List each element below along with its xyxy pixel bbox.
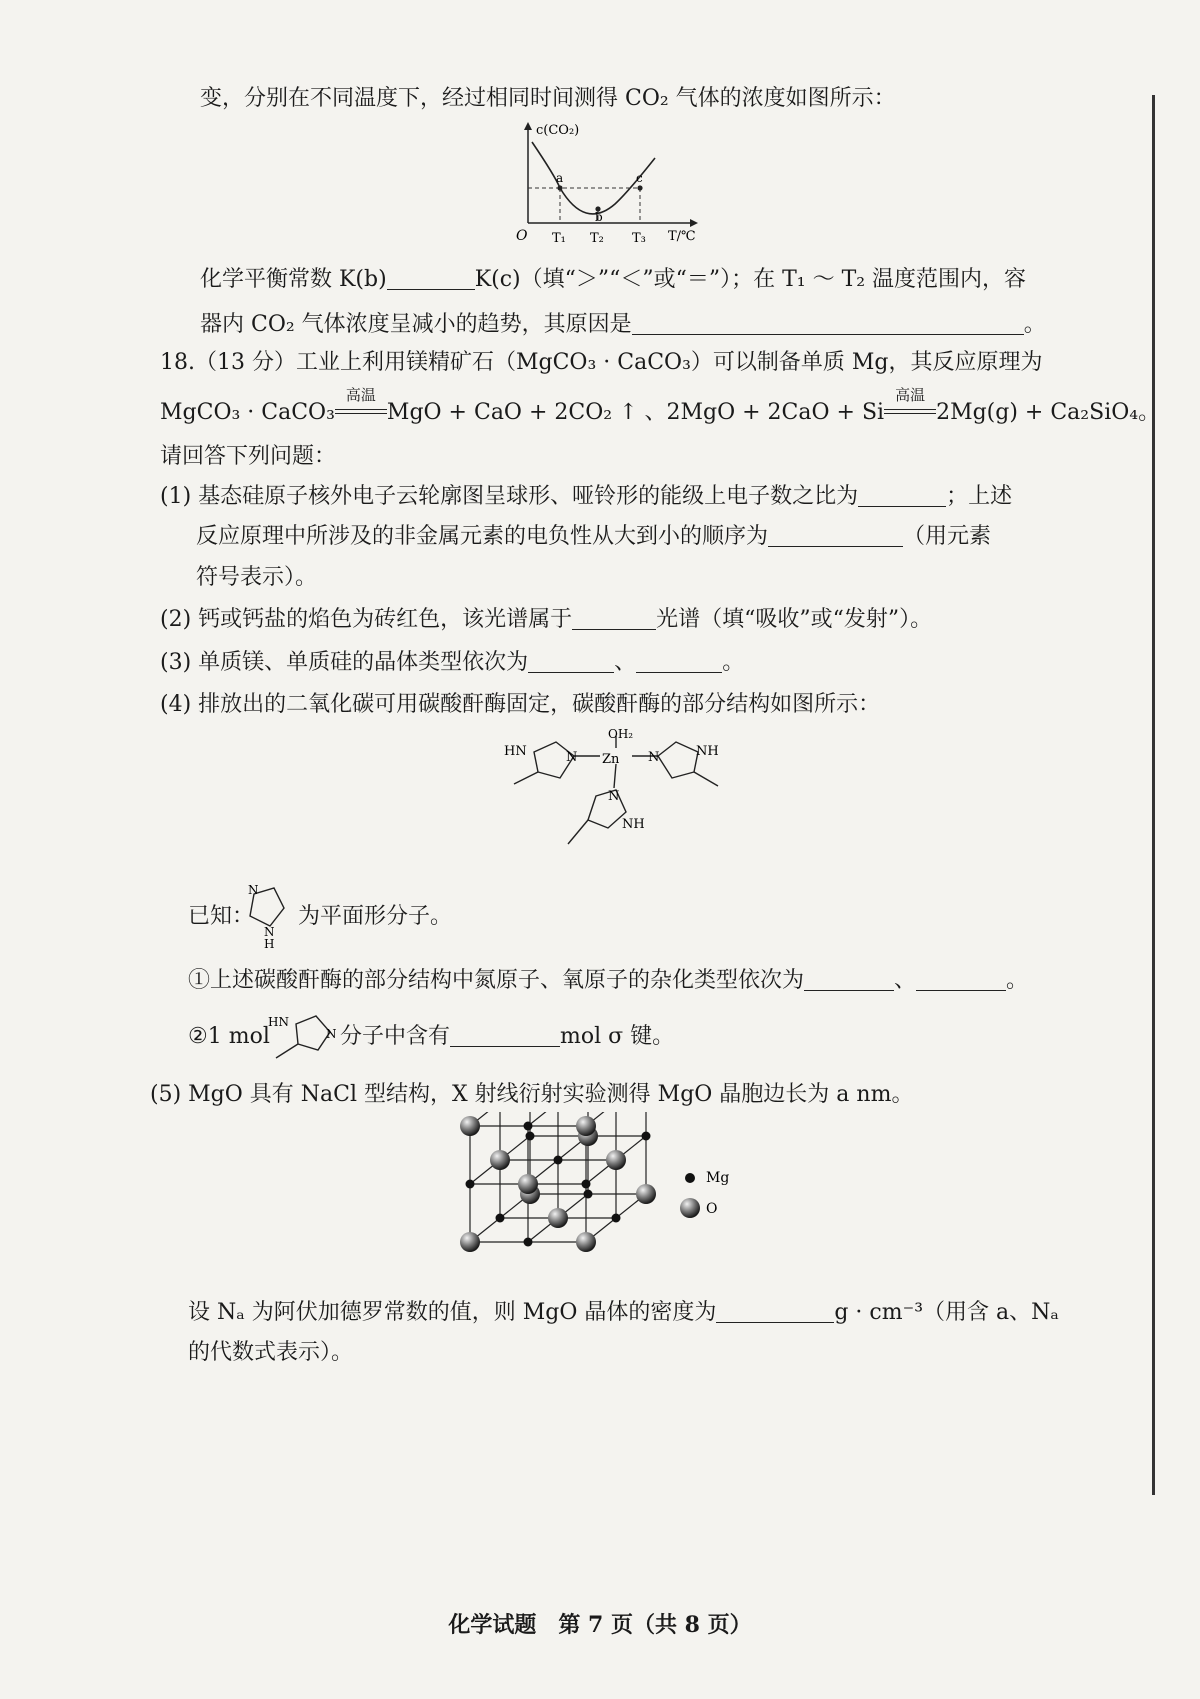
magnesium-atom	[554, 1156, 563, 1165]
svg-text:H: H	[264, 937, 275, 950]
q4-sub2-a: ②1 mol	[188, 1024, 270, 1049]
svg-text:N: N	[248, 883, 259, 897]
q3-line: (3) 单质镁、单质硅的晶体类型依次为 、 。	[160, 650, 745, 675]
answer-blank[interactable]	[916, 968, 1006, 991]
magnesium-atom	[612, 1214, 621, 1223]
magnesium-atom	[526, 1132, 535, 1141]
answer-blank[interactable]	[528, 650, 614, 673]
magnesium-atom	[496, 1214, 505, 1223]
svg-text:N: N	[326, 1027, 337, 1041]
page-footer: 化学试题 第 7 页（共 8 页）	[448, 1612, 752, 1638]
margin-line	[1152, 95, 1155, 1495]
answer-blank[interactable]	[387, 267, 475, 290]
answer-blank[interactable]	[632, 312, 1024, 335]
svg-text:NH: NH	[622, 817, 645, 832]
q5-line3: 的代数式表示）。	[188, 1340, 354, 1365]
enzyme-structure-diagram	[490, 728, 750, 868]
q17-line2: 器内 CO₂ 气体浓度呈减小的趋势，其原因是 。	[200, 312, 1046, 337]
svg-text:N: N	[566, 750, 578, 765]
co2-temperature-graph	[500, 118, 700, 253]
zinc-label: Zn	[602, 752, 620, 767]
tick-t1: T₁	[552, 231, 566, 246]
reaction-equations: MgCO₃ · CaCO₃ 高温 MgO + CaO + 2CO₂ ↑ 、2MgO + 2CaO + Si 高温 2Mg(g) + Ca₂SiO₄。	[160, 398, 1160, 428]
mgo-crystal-lattice	[450, 1112, 760, 1282]
imidazole-structure	[240, 880, 302, 950]
q18-heading: 18.（13 分）工业上利用镁精矿石（MgCO₃ · CaCO₃）可以制备单质 Mg，其反应原理为	[160, 350, 1043, 375]
point-c: c	[636, 171, 643, 185]
svg-text:N: N	[648, 750, 660, 765]
svg-text:OH₂: OH₂	[608, 728, 634, 741]
oxygen-atom	[518, 1174, 538, 1194]
oxygen-atom	[460, 1232, 480, 1252]
oxygen-atom	[576, 1232, 596, 1252]
q1-line1: (1) 基态硅原子核外电子云轮廓图呈球形、哑铃形的能级上电子数之比为 ；上述	[160, 484, 1013, 509]
legend-mg: Mg	[706, 1170, 730, 1186]
oxygen-atom	[606, 1150, 626, 1170]
origin-label: O	[516, 228, 528, 244]
tick-t2: T₂	[590, 231, 604, 246]
magnesium-atom	[524, 1122, 533, 1131]
oxygen-atom	[636, 1184, 656, 1204]
legend-o: O	[706, 1201, 718, 1217]
known-text-a: 已知：	[188, 904, 255, 929]
answer-blank[interactable]	[804, 968, 894, 991]
magnesium-atom	[642, 1132, 651, 1141]
x-axis-label: T/℃	[668, 229, 696, 244]
q2-line: (2) 钙或钙盐的焰色为砖红色，该光谱属于 光谱（填“吸收”或“发射”）。	[160, 607, 933, 632]
answer-blank[interactable]	[450, 1024, 560, 1047]
y-axis-label: c(CO₂)	[536, 123, 580, 138]
oxygen-atom	[460, 1116, 480, 1136]
svg-text:HN: HN	[268, 1015, 289, 1029]
svg-text:NH: NH	[696, 744, 719, 759]
point-b: b	[595, 210, 603, 224]
svg-text:N: N	[264, 925, 275, 939]
tick-t3: T₃	[632, 231, 646, 246]
magnesium-atom	[582, 1180, 591, 1189]
oxygen-atom	[548, 1208, 568, 1228]
condition-high-temp: 高温	[345, 386, 376, 404]
answer-blank[interactable]	[768, 524, 903, 547]
q5-line2: 设 Nₐ 为阿伏加德罗常数的值，则 MgO 晶体的密度为 g · cm⁻³（用含 a、Nₐ	[188, 1300, 1059, 1325]
answer-blank[interactable]	[716, 1300, 834, 1323]
q4-line: (4) 排放出的二氧化碳可用碳酸酐酶固定，碳酸酐酶的部分结构如图所示：	[160, 692, 881, 717]
q4-sub2-b: 分子中含有 mol σ 键。	[340, 1024, 675, 1049]
condition-high-temp: 高温	[895, 386, 926, 404]
answer-blank[interactable]	[636, 650, 722, 673]
oxygen-atom	[490, 1150, 510, 1170]
q1-line3: 符号表示）。	[196, 565, 318, 590]
q1-line2: 反应原理中所涉及的非金属元素的电负性从大到小的顺序为 （用元素	[196, 524, 992, 549]
magnesium-atom	[524, 1238, 533, 1247]
answer-blank[interactable]	[572, 607, 656, 630]
methylimidazole-structure	[268, 1004, 340, 1064]
magnesium-atom	[584, 1190, 593, 1199]
prompt-text: 请回答下列问题：	[160, 444, 337, 469]
magnesium-atom	[466, 1180, 475, 1189]
svg-text:N: N	[608, 789, 620, 804]
answer-blank[interactable]	[858, 484, 946, 507]
oxygen-atom	[576, 1116, 596, 1136]
known-text-b: 为平面形分子。	[298, 904, 453, 929]
q17-line1: 化学平衡常数 K(b) K(c)（填“＞”“＜”或“＝”）；在 T₁ ～ T₂ 温度范围内，容	[200, 267, 1027, 292]
q5-line: (5) MgO 具有 NaCl 型结构，X 射线衍射实验测得 MgO 晶胞边长为 a nm。	[150, 1082, 914, 1107]
svg-text:HN: HN	[504, 744, 527, 759]
intro-text: 变，分别在不同温度下，经过相同时间测得 CO₂ 气体的浓度如图所示：	[200, 86, 896, 111]
q4-sub1: ①上述碳酸酐酶的部分结构中氮原子、氧原子的杂化类型依次为 、 。	[188, 968, 1029, 993]
point-a: a	[556, 171, 564, 185]
